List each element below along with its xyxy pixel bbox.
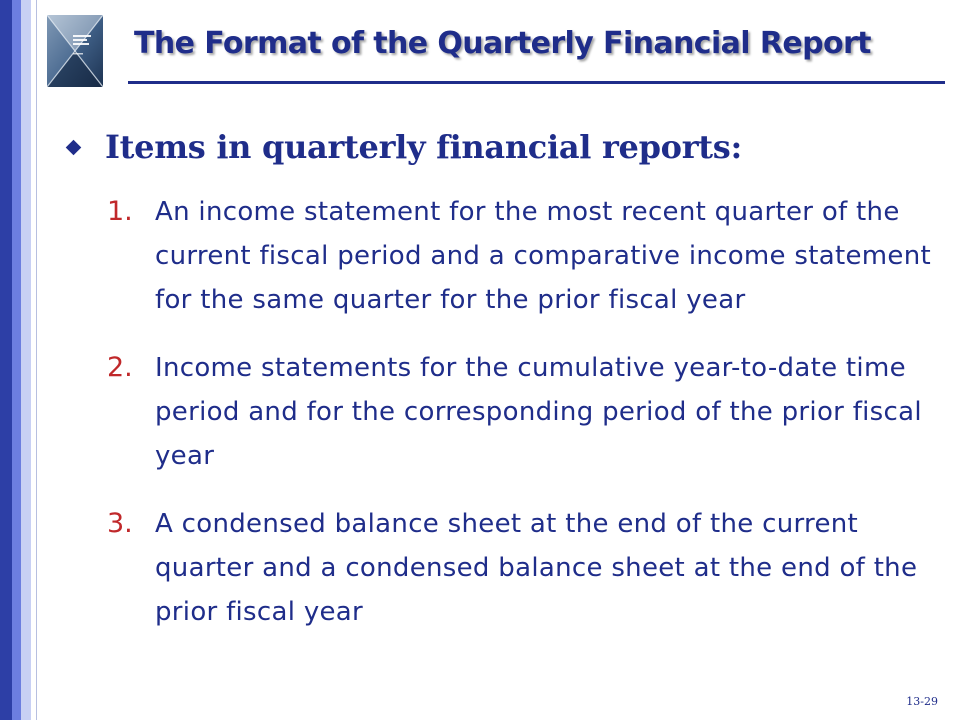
section-heading: Items in quarterly financial reports: — [105, 128, 742, 166]
list-item — [107, 346, 942, 478]
title-underline — [128, 81, 945, 84]
list-item-text: Income statements for the cumulative year-to-date time period and for the corresponding period of the prior fiscal year — [155, 353, 922, 471]
list-item — [107, 502, 942, 634]
left-accent-line — [36, 0, 37, 720]
heading-row — [66, 128, 742, 166]
list-item-text: A condensed balance sheet at the end of the current quarter and a condensed balance sheet at the end of the prior fiscal year — [155, 509, 918, 627]
left-accent-bar-dark — [0, 0, 12, 720]
left-accent-bar-light — [21, 0, 31, 720]
list-item-number: 2. — [107, 352, 133, 383]
slide-title: The Format of the Quarterly Financial Report — [134, 26, 871, 61]
list-item-number: 1. — [107, 196, 133, 227]
book-cover-image — [47, 15, 103, 87]
slide-number: 13-29 — [906, 695, 938, 708]
list-item — [107, 190, 942, 322]
numbered-list — [107, 190, 942, 658]
list-item-text: An income statement for the most recent quarter of the current fiscal period and a comparative income statement for the same quarter for the prior fiscal year — [155, 197, 931, 315]
list-item-number: 3. — [107, 508, 133, 539]
diamond-icon — [66, 139, 82, 155]
left-accent-bar-mid — [12, 0, 21, 720]
